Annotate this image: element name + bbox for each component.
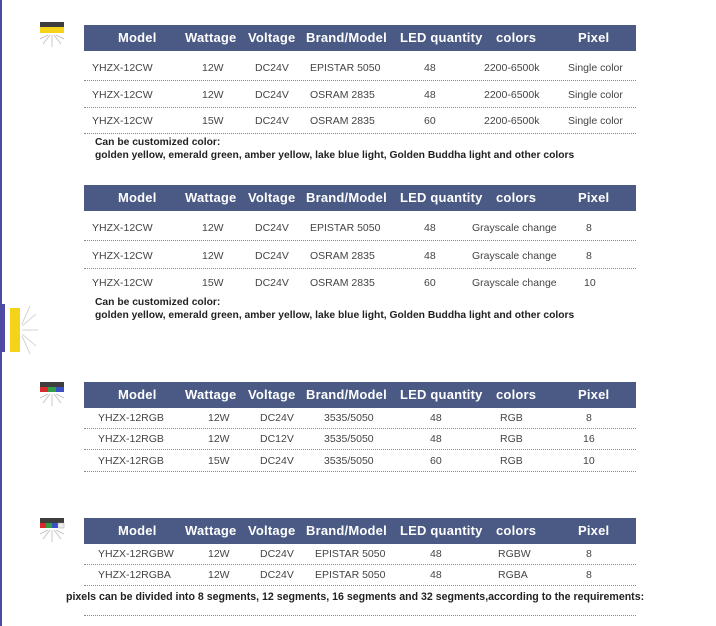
cell-pixel: 10	[584, 277, 596, 289]
table-row	[84, 244, 636, 271]
row-divider	[84, 615, 636, 616]
header-brand-model: Brand/Model	[306, 523, 387, 538]
cell-voltage: DC24V	[255, 115, 289, 127]
cell-wattage: 12W	[202, 250, 224, 262]
custom-color-title: Can be customized color:	[95, 297, 221, 308]
cell-model: YHZX-12CW	[92, 250, 153, 262]
cell-brand: EPISTAR 5050	[315, 548, 386, 560]
rgb-light-icon	[38, 380, 66, 410]
header-pixel: Pixel	[578, 387, 610, 402]
cell-brand: OSRAM 2835	[310, 89, 375, 101]
cell-colors: RGBW	[498, 548, 531, 560]
header-wattage: Wattage	[185, 190, 237, 205]
custom-color-list: golden yellow, emerald green, amber yellow, lake blue light, Golden Buddha light and other colors	[95, 310, 575, 321]
cell-model: YHZX-12RGB	[98, 455, 164, 467]
cell-pixel: 8	[586, 222, 592, 234]
cell-pixel: 16	[583, 433, 595, 445]
cell-colors: RGB	[500, 412, 523, 424]
cell-colors: RGB	[500, 455, 523, 467]
spec-table-grayscale	[84, 185, 636, 295]
header-colors: colors	[496, 190, 537, 205]
cell-brand: 3535/5050	[324, 455, 374, 467]
header-colors: colors	[496, 387, 537, 402]
custom-color-list: golden yellow, emerald green, amber yellow, lake blue light, Golden Buddha light and other colors	[95, 150, 575, 161]
side-light-icon	[0, 296, 44, 362]
cell-model: YHZX-12CW	[92, 89, 153, 101]
row-divider	[84, 133, 636, 134]
cell-voltage: DC24V	[255, 62, 289, 74]
table-row	[84, 271, 636, 298]
row-divider	[84, 471, 636, 472]
cell-wattage: 12W	[208, 569, 230, 581]
cell-model: YHZX-12RGBW	[98, 548, 174, 560]
cell-voltage: DC24V	[255, 222, 289, 234]
cell-brand: 3535/5050	[324, 433, 374, 445]
cell-wattage: 15W	[202, 277, 224, 289]
cell-brand: OSRAM 2835	[310, 250, 375, 262]
cell-led-quantity: 48	[424, 250, 436, 262]
header-brand-model: Brand/Model	[306, 387, 387, 402]
cell-voltage: DC12V	[260, 433, 294, 445]
cell-pixel: 8	[586, 412, 592, 424]
cell-colors: Grayscale change	[472, 250, 557, 262]
header-led-quantity: LED quantity	[400, 190, 483, 205]
cell-model: YHZX-12CW	[92, 115, 153, 127]
cell-colors: 2200-6500k	[484, 115, 540, 127]
header-colors: colors	[496, 523, 537, 538]
table-row	[84, 56, 636, 83]
cell-colors: Grayscale change	[472, 277, 557, 289]
cell-model: YHZX-12CW	[92, 62, 153, 74]
header-brand-model: Brand/Model	[306, 190, 387, 205]
header-wattage: Wattage	[185, 30, 237, 45]
cell-pixel: 10	[583, 455, 595, 467]
row-divider	[84, 268, 636, 269]
table-row	[84, 216, 636, 243]
row-divider	[84, 585, 636, 586]
cell-wattage: 15W	[202, 115, 224, 127]
cell-colors: 2200-6500k	[484, 62, 540, 74]
cell-voltage: DC24V	[255, 250, 289, 262]
cell-model: YHZX-12RGBA	[98, 569, 171, 581]
cell-model: YHZX-12CW	[92, 222, 153, 234]
header-wattage: Wattage	[185, 387, 237, 402]
header-led-quantity: LED quantity	[400, 523, 483, 538]
rgbw-light-icon	[38, 516, 66, 546]
cell-wattage: 12W	[202, 89, 224, 101]
cell-led-quantity: 48	[430, 548, 442, 560]
cell-brand: OSRAM 2835	[310, 115, 375, 127]
table-header	[84, 518, 636, 544]
cell-pixel: 8	[586, 569, 592, 581]
cell-wattage: 12W	[208, 412, 230, 424]
header-model: Model	[118, 523, 157, 538]
cell-wattage: 15W	[208, 455, 230, 467]
cell-led-quantity: 60	[430, 455, 442, 467]
cell-brand: OSRAM 2835	[310, 277, 375, 289]
table-header	[84, 185, 636, 211]
custom-color-title: Can be customized color:	[95, 137, 221, 148]
header-colors: colors	[496, 30, 537, 45]
header-pixel: Pixel	[578, 30, 610, 45]
cell-voltage: DC24V	[260, 412, 294, 424]
cell-pixel: Single color	[568, 115, 623, 127]
header-voltage: Voltage	[248, 30, 296, 45]
cell-colors: Grayscale change	[472, 222, 557, 234]
cell-pixel: Single color	[568, 62, 623, 74]
spec-table-rgb	[84, 382, 636, 472]
header-voltage: Voltage	[248, 190, 296, 205]
cell-voltage: DC24V	[255, 277, 289, 289]
row-divider	[84, 80, 636, 81]
cell-brand: EPISTAR 5050	[315, 569, 386, 581]
cell-led-quantity: 48	[424, 62, 436, 74]
cell-brand: EPISTAR 5050	[310, 62, 381, 74]
cell-led-quantity: 48	[430, 412, 442, 424]
cell-pixel: 8	[586, 250, 592, 262]
table-row	[84, 109, 636, 136]
header-model: Model	[118, 30, 157, 45]
cell-brand: EPISTAR 5050	[310, 222, 381, 234]
cell-led-quantity: 60	[424, 277, 436, 289]
table-header	[84, 382, 636, 408]
segment-note: pixels can be divided into 8 segments, 12 segments, 16 segments and 32 segments,according to the requirements:	[66, 591, 645, 603]
cell-led-quantity: 60	[424, 115, 436, 127]
header-pixel: Pixel	[578, 190, 610, 205]
cell-led-quantity: 48	[430, 569, 442, 581]
cell-model: YHZX-12RGB	[98, 433, 164, 445]
header-voltage: Voltage	[248, 387, 296, 402]
header-brand-model: Brand/Model	[306, 30, 387, 45]
cell-voltage: DC24V	[260, 548, 294, 560]
header-pixel: Pixel	[578, 523, 610, 538]
cell-voltage: DC24V	[260, 569, 294, 581]
cell-led-quantity: 48	[424, 222, 436, 234]
header-voltage: Voltage	[248, 523, 296, 538]
cell-led-quantity: 48	[430, 433, 442, 445]
row-divider	[84, 240, 636, 241]
header-wattage: Wattage	[185, 523, 237, 538]
cell-wattage: 12W	[202, 62, 224, 74]
header-led-quantity: LED quantity	[400, 30, 483, 45]
spec-table-rgbw	[84, 518, 636, 618]
yellow-light-icon	[38, 20, 66, 50]
header-model: Model	[118, 387, 157, 402]
table-row	[84, 83, 636, 110]
cell-pixel: Single color	[568, 89, 623, 101]
cell-model: YHZX-12CW	[92, 277, 153, 289]
table-header	[84, 25, 636, 51]
cell-colors: RGB	[500, 433, 523, 445]
cell-model: YHZX-12RGB	[98, 412, 164, 424]
header-model: Model	[118, 190, 157, 205]
cell-led-quantity: 48	[424, 89, 436, 101]
cell-pixel: 8	[586, 548, 592, 560]
cell-colors: RGBA	[498, 569, 528, 581]
cell-brand: 3535/5050	[324, 412, 374, 424]
cell-colors: 2200-6500k	[484, 89, 540, 101]
header-led-quantity: LED quantity	[400, 387, 483, 402]
cell-voltage: DC24V	[255, 89, 289, 101]
cell-wattage: 12W	[208, 433, 230, 445]
cell-wattage: 12W	[208, 548, 230, 560]
cell-voltage: DC24V	[260, 455, 294, 467]
row-divider	[84, 107, 636, 108]
cell-wattage: 12W	[202, 222, 224, 234]
